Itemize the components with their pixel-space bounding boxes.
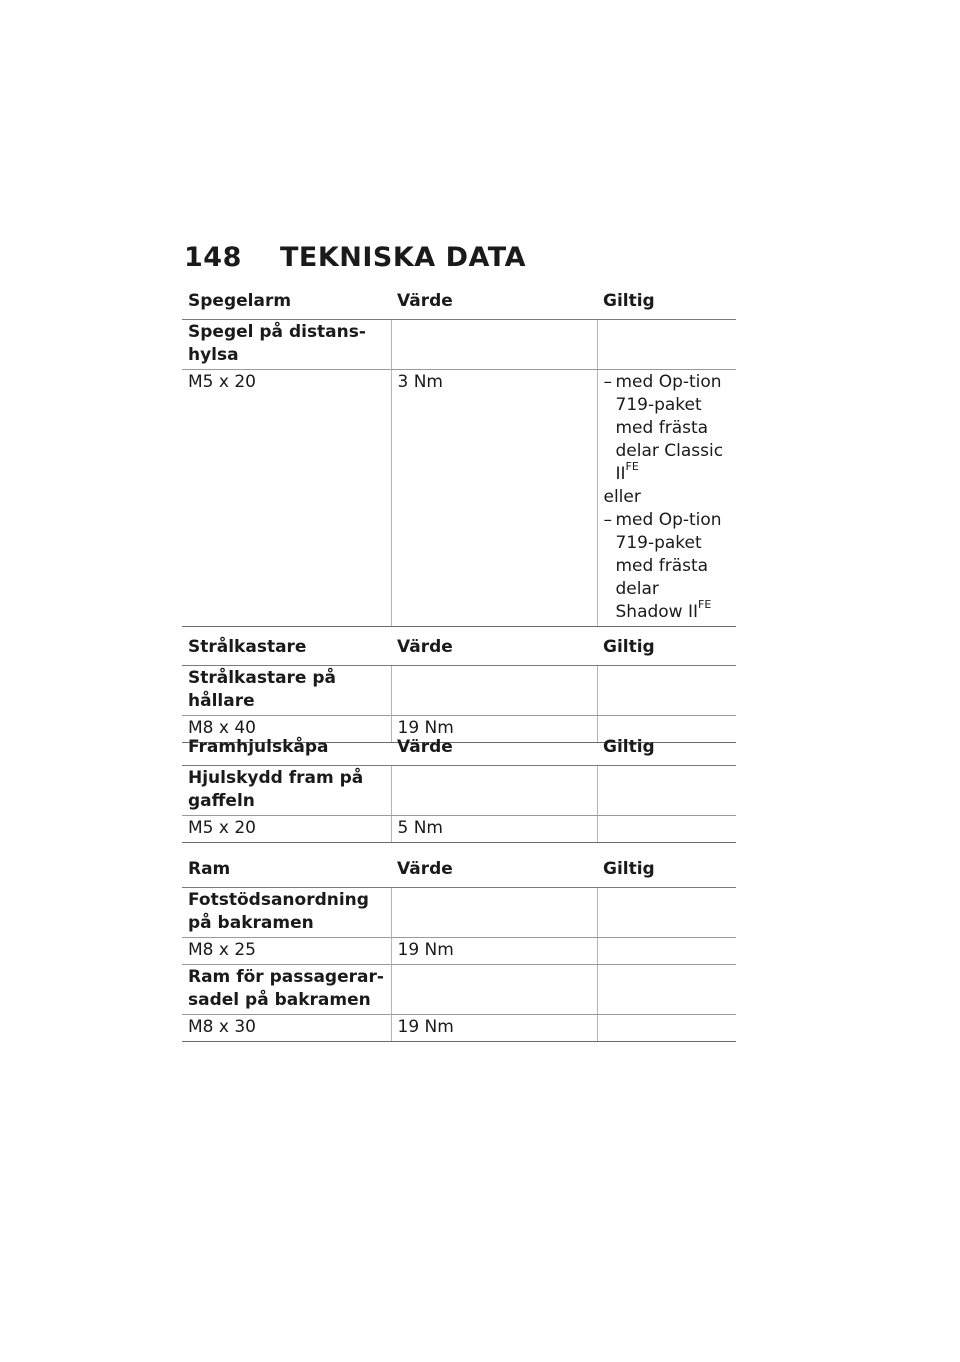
column-header: Framhjulskåpa: [182, 736, 391, 766]
spec-cell: M8 x 40: [182, 716, 391, 743]
value-cell: 3 Nm: [391, 370, 597, 627]
column-header: Giltig: [597, 736, 736, 766]
table-header-row: [182, 858, 736, 888]
column-header: Giltig: [597, 858, 736, 888]
option-text: med Op-tion 719-paket med frästa delar Shadow II: [615, 510, 722, 622]
spec-cell: M5 x 20: [182, 370, 391, 627]
validity-cell: [597, 370, 736, 627]
dash-glyph: –: [603, 510, 612, 530]
column-header: Värde: [391, 858, 597, 888]
table-row: [182, 1015, 736, 1042]
table-header-row: [182, 736, 736, 766]
footnote-mark: FE: [698, 598, 712, 612]
spec-cell: M5 x 20: [182, 816, 391, 843]
part-cell: Spegel på distans-hylsa: [182, 320, 391, 370]
spec-table-headlight: [182, 636, 736, 743]
page-number: 148: [184, 242, 242, 273]
validity-option: [604, 371, 731, 486]
empty-cell: [391, 888, 597, 938]
option-text: med Op-tion 719-paket med frästa delar Classic II: [615, 372, 724, 484]
spec-table-front-fender: [182, 736, 736, 843]
table-row: [182, 888, 736, 938]
page-header: [184, 242, 526, 273]
table-row: [182, 816, 736, 843]
part-cell: Fotstödsanordning på bakramen: [182, 888, 391, 938]
spec-cell: M8 x 25: [182, 938, 391, 965]
empty-cell: [391, 666, 597, 716]
column-header: Spegelarm: [182, 290, 391, 320]
empty-cell: [597, 1015, 736, 1042]
dash-glyph: –: [603, 372, 612, 392]
table-row: [182, 938, 736, 965]
column-header: Värde: [391, 736, 597, 766]
spec-table-frame: [182, 858, 736, 1042]
empty-cell: [391, 766, 597, 816]
validity-option: [604, 509, 731, 624]
column-header: Giltig: [597, 290, 736, 320]
column-header: Strålkastare: [182, 636, 391, 666]
empty-cell: [391, 965, 597, 1015]
column-header: Värde: [391, 290, 597, 320]
chapter-title: TEKNISKA DATA: [280, 242, 527, 273]
value-cell: 5 Nm: [391, 816, 597, 843]
part-cell: Hjulskydd fram på gaffeln: [182, 766, 391, 816]
value-cell: 19 Nm: [391, 938, 597, 965]
spec-cell: M8 x 30: [182, 1015, 391, 1042]
value-cell: 19 Nm: [391, 1015, 597, 1042]
empty-cell: [597, 666, 736, 716]
table-header-row: [182, 636, 736, 666]
spec-table-mirror-arm: [182, 290, 736, 627]
value-cell: 19 Nm: [391, 716, 597, 743]
part-cell: Strålkastare på hållare: [182, 666, 391, 716]
column-header: Giltig: [597, 636, 736, 666]
or-label: eller: [603, 487, 641, 507]
empty-cell: [597, 965, 736, 1015]
table-row: [182, 666, 736, 716]
table-row: [182, 370, 736, 627]
table-row: [182, 320, 736, 370]
column-header: Värde: [391, 636, 597, 666]
empty-cell: [597, 766, 736, 816]
empty-cell: [597, 888, 736, 938]
empty-cell: [597, 938, 736, 965]
footnote-mark: FE: [625, 460, 639, 474]
table-row: [182, 766, 736, 816]
empty-cell: [391, 320, 597, 370]
table-header-row: [182, 290, 736, 320]
column-header: Ram: [182, 858, 391, 888]
empty-cell: [597, 320, 736, 370]
table-row: [182, 965, 736, 1015]
empty-cell: [597, 816, 736, 843]
part-cell: Ram för passagerar-sadel på bakramen: [182, 965, 391, 1015]
